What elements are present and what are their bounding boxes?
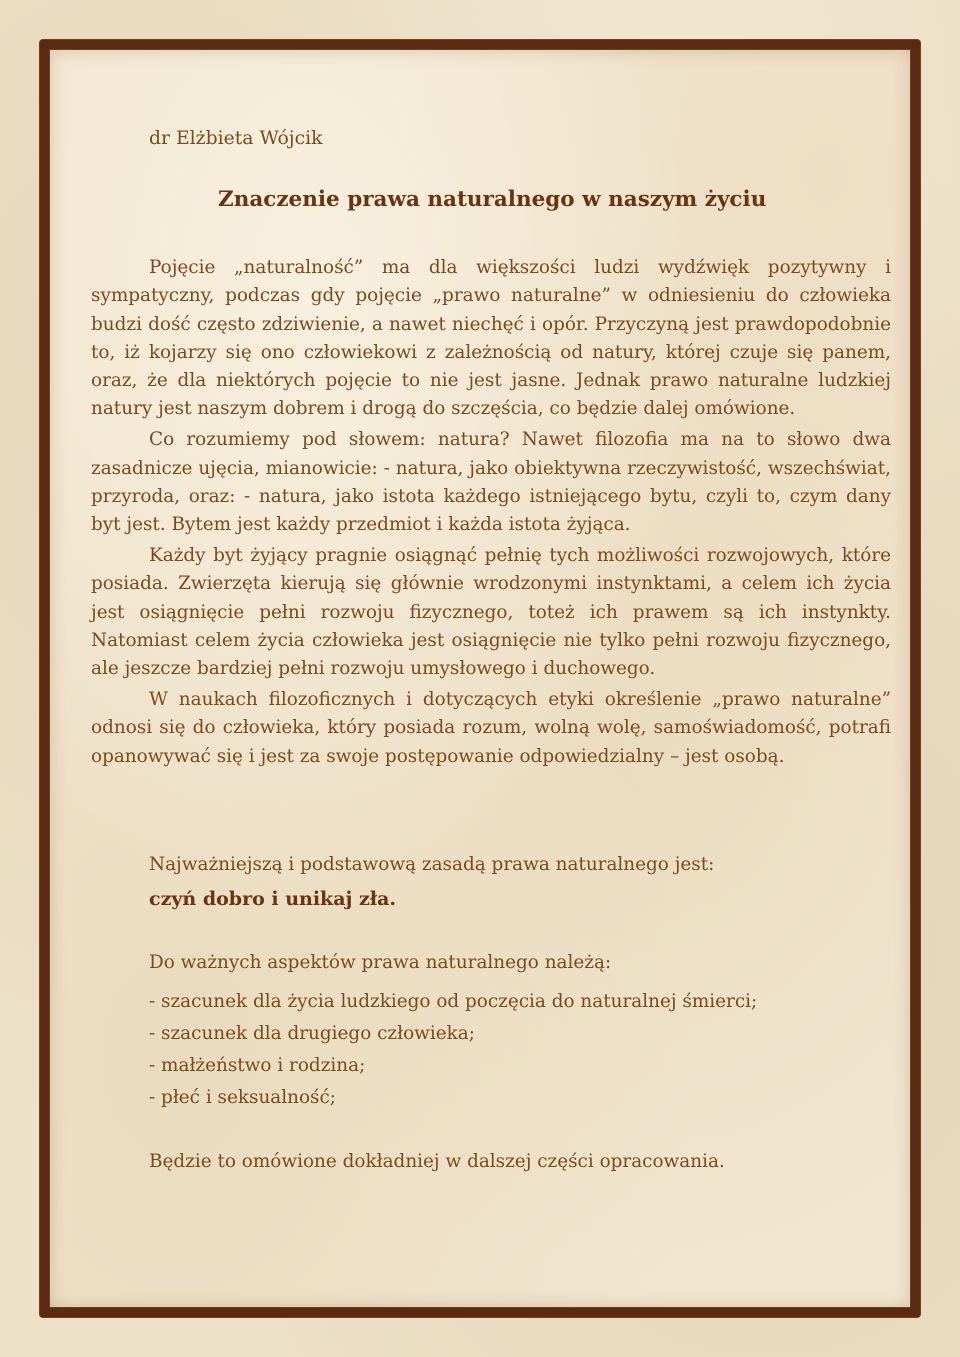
paragraph-naturalnosc: Pojęcie „naturalność” ma dla większości ludzi wydźwięk pozytywny i sympatyczny, podczas gdy pojęcie „prawo naturalne” w odniesieniu do człowieka budzi dość często zdziwienie, a nawet niechęć i opór. Przyczyną jest prawdopodobnie to, iż kojarzy się ono człowiekowi z zależnością od natury, której czuje się panem, oraz, że dla niektórych pojęcie to nie jest jasne. Jednak prawo naturalne ludzkiej natury jest naszym dobrem i drogą do szczęścia, co będzie dalej omówione. bbox=[91, 257, 891, 420]
author-name: dr Elżbieta Wójcik bbox=[149, 128, 323, 149]
principle-statement: czyń dobro i unikaj zła. bbox=[149, 888, 397, 910]
list-item: - szacunek dla drugiego człowieka; bbox=[149, 1023, 475, 1044]
document-title: Znaczenie prawa naturalnego w naszym życiu bbox=[218, 187, 767, 212]
list-item: - małżeństwo i rodzina; bbox=[149, 1055, 366, 1076]
closing-sentence: Będzie to omówione dokładniej w dalszej części opracowania. bbox=[149, 1151, 725, 1172]
paragraph-prawo-naturalne: W naukach filozoficznych i dotyczących etyki określenie „prawo naturalne” odnosi się do człowieka, który posiada rozum, wolną wolę, samoświadomość, potrafi opanowywać się i jest za swoje postępowanie odpowiedzialny – jest osobą. bbox=[91, 688, 891, 767]
list-item: - płeć i seksualność; bbox=[149, 1087, 336, 1108]
list-item: - szacunek dla życia ludzkiego od poczęcia do naturalnej śmierci; bbox=[149, 991, 758, 1012]
paragraph-byt-zyjacy: Każdy byt żyjący pragnie osiągnąć pełnię tych możliwości rozwojowych, które posiada. Zwierzęta kierują się głównie wrodzonymi instynktami, a celem ich życia jest osiągnięcie pełni rozwoju fizycznego, toteż ich prawem są ich instynkty. Natomiast celem życia człowieka jest osiągnięcie nie tylko pełni rozwoju fizycznego, ale jeszcze bardziej pełni rozwoju umysłowego i duchowego. bbox=[91, 544, 891, 680]
principle-intro: Najważniejszą i podstawową zasadą prawa naturalnego jest: bbox=[149, 854, 715, 875]
paragraph-natura: Co rozumiemy pod słowem: natura? Nawet filozofia ma na to słowo dwa zasadnicze ujęcia, mianowicie: - natura, jako obiektywna rzeczywistość, wszechświat, przyroda, oraz: - natura, jako istota każdego istniejącego bytu, czyli to, czym dany byt jest. Bytem jest każdy przedmiot i każda istota żyjąca. bbox=[91, 429, 891, 536]
aspects-list bbox=[149, 986, 757, 1114]
body-paragraphs bbox=[91, 254, 891, 773]
aspects-intro: Do ważnych aspektów prawa naturalnego należą: bbox=[149, 952, 612, 973]
